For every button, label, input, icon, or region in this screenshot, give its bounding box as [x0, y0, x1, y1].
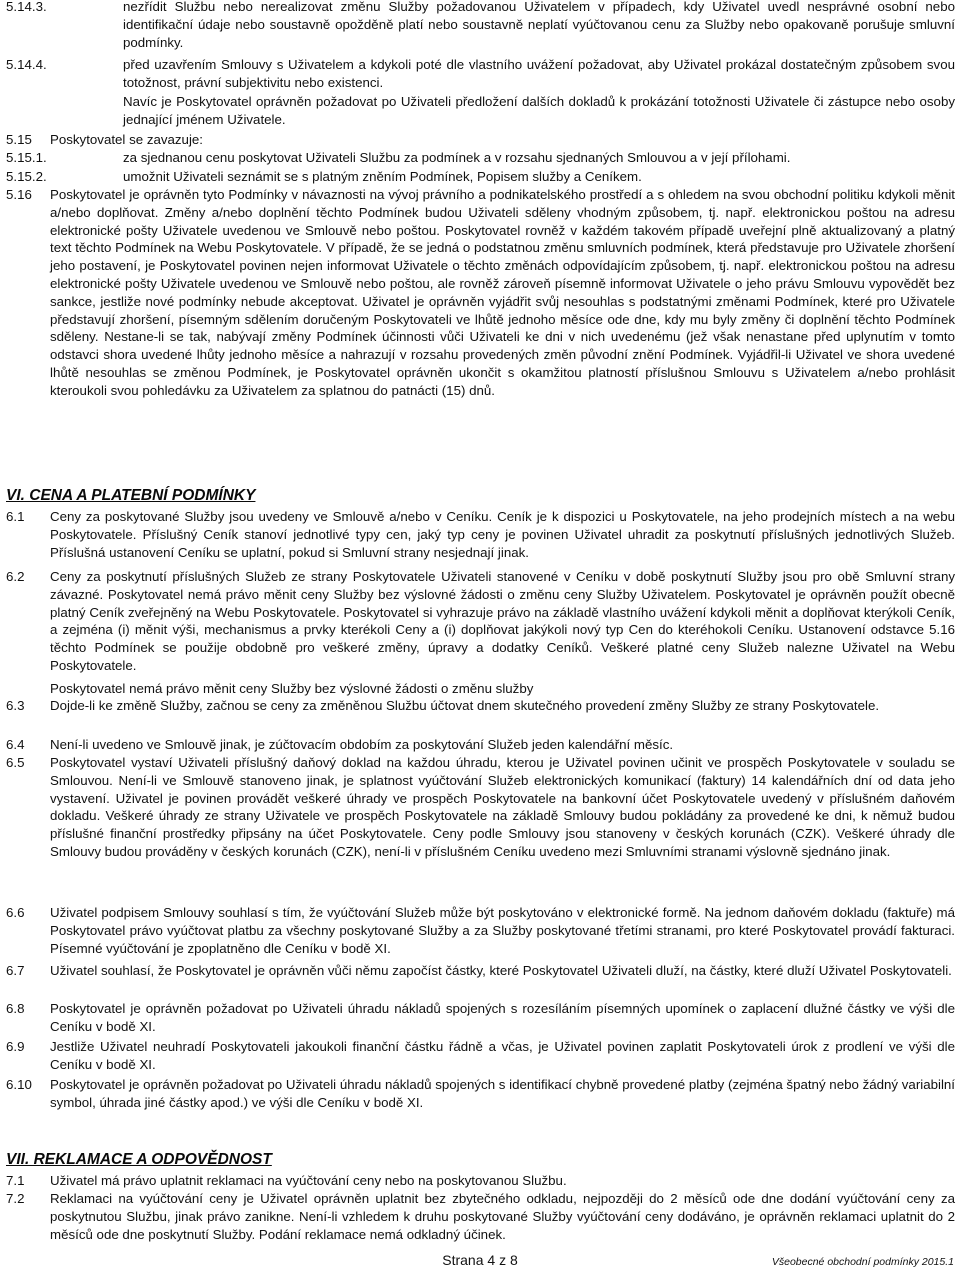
clause-number: 7.2: [6, 1191, 25, 1206]
clause-text: Poskytovatel je oprávněn požadovat po Uživateli úhradu nákladů spojených s rozesíláním písemných upomínek o zaplacení dlužné částky ve výši dle Ceníku v bodě XI.: [50, 1001, 955, 1034]
clause-number: 6.4: [6, 737, 25, 752]
clause-number: 5.14.3.: [6, 0, 47, 14]
clause-7-2: [6, 1190, 955, 1243]
clause-text: Poskytovatel je oprávněn tyto Podmínky v návaznosti na vývoj právního a podnikatelského prostředí a s ohledem na svou obchodní politiku kdykoli měnit a/nebo doplňovat. Změny a/nebo doplnění těchto Podmínek budou Uživateli sděleny vhodným způsobem, tj. např. elektronickou poštou na adresu elektronické pošty Uživatele uvedenou ve Smlouvě nebo poštou. Poskytovatel rovněž v každém takovém případě uveřejní plně aktualizovaný a platný text těchto Podmínek na Webu Poskytovatele. V případě, že se jedná o podstatnou změnu smluvních podmínek, která představuje pro Uživatele zhoršení jeho postavení, je Poskytovatel povinen nejen informovat Uživatele o těchto změnách odpovídajícím způsobem, tj. např. elektronickou poštou na adresu elektronické pošty Uživatele uvedenou ve Smlouvě nebo poštou, ale rovněž zároveň písemně informovat Uživatele o jeho právu Smlouvu vypovědět bez sankce, jestliže nové podmínky nebude akceptovat. Uživatel je oprávněn vyjádřit svůj nesouhlas s podstatnými změnami Podmínek, které pro Uživatele představují zhoršení, písemným sdělením doručeným Poskytovateli ve lhůtě jednoho měsíce ode dne, kdy mu byly změny či doplnění těchto Podmínek sděleny. Nestane-li se tak, nabývají změny Podmínek účinnosti vůči Uživateli ke dni v nich uvedenému (jež však nenastane před uplynutím v tomto odstavci shora uvedené lhůty jednoho měsíce a nahrazují v rozsahu provedených změn původní znění Podmínek. Vyjádřil-li Uživatel ve shora uvedené lhůtě nesouhlas se změnou Podmínek, je Poskytovatel oprávněn ukončit s okamžitou platností příslušnou Smlouvu s Uživatelem a/nebo prohlásit kteroukoli svou pohledávku za Uživatelem za splatnou do patnácti (15) dnů.: [50, 187, 955, 398]
clause-number: 5.15: [6, 132, 32, 147]
clause-5-16: [6, 186, 955, 400]
clause-number: 5.15.1.: [6, 150, 47, 165]
clause-number: 6.10: [6, 1077, 32, 1092]
clause-text: Uživatel podpisem Smlouvy souhlasí s tím, že vyúčtování Služeb může být poskytováno v elektronické formě. Na jednom daňovém dokladu (faktuře) má Poskytovatel právo vyúčtovat platbu za všechny poskytované Služby a za Služby poskytované třetími stranami, pro které Poskytovatel provádí fakturaci. Písemné vyúčtování je zpoplatněno dle Ceníku v bodě XI.: [50, 905, 955, 956]
clause-5-14-4: [6, 56, 955, 92]
clause-text: Uživatel souhlasí, že Poskytovatel je oprávněn vůči němu započíst částky, které Poskytovatel Uživateli dluží, na částky, které dluží Uživatel Poskytovateli.: [50, 963, 952, 978]
clause-text: za sjednanou cenu poskytovat Uživateli Službu za podmínek a v rozsahu sjednaných Smlouvou a v její přílohami.: [123, 150, 791, 165]
clause-text: umožnit Uživateli seznámit se s platným zněním Podmínek, Popisem služby a Ceníkem.: [123, 169, 642, 184]
clause-5-15-2: [6, 168, 955, 186]
clause-number: 7.1: [6, 1173, 25, 1188]
clause-7-1: [6, 1172, 955, 1190]
clause-number: 5.15.2.: [6, 169, 47, 184]
clause-number: 6.3: [6, 698, 25, 713]
clause-text: Ceny za poskytnutí příslušných Služeb ze strany Poskytovatele Uživateli stanovené v Ceníku v době poskytnutí Služby jsou pro obě Smluvní strany závazné. Poskytovatel nemá právo měnit ceny Služby bez výslovné žádosti o změnu ceny Služby Uživatelem. Poskytovatel je oprávněn použít obecně platný Ceník zveřejněný na Webu Poskytovatele. Poskytovatel si vyhrazuje právo na základě vlastního uvážení kdykoli měnit a doplňovat kterýkoli Ceník, a zejména (i) měnit výši, mechanismus a prvky kterékoli Ceny a (i) doplňovat jakýkoli nový typ Cen do kteréhokoli Ceníku. Ustanovení odstavce 5.16 těchto Podmínek se použije obdobně pro veškeré změny, úpravy a dodatky Ceníků. Veškeré platné ceny Služeb nalezne Uživatel na Webu Poskytovatele.: [50, 569, 955, 673]
clause-6-7: [6, 962, 955, 980]
clause-text: Jestliže Uživatel neuhradí Poskytovateli jakoukoli finanční částku řádně a včas, je Uživatel povinen zaplatit Poskytovateli úrok z prodlení ve výši dle Ceníku v bodě XI.: [50, 1039, 955, 1072]
page-number: Strana 4 z 8: [442, 1252, 518, 1268]
clause-text: Poskytovatel je oprávněn požadovat po Uživateli úhradu nákladů spojených s identifikací chybně provedené platby (zejména špatný nebo žádný variabilní symbol, úhrada jiné částky apod.) ve výši dle Ceníku v bodě XI.: [50, 1077, 955, 1110]
section-heading-vii: VII. REKLAMACE A ODPOVĚDNOST: [6, 1151, 272, 1168]
clause-6-9: [6, 1038, 955, 1074]
clause-text: Poskytovatel vystaví Uživateli příslušný daňový doklad na každou úhradu, kterou je Uživatel povinen učinit ve prospěch Poskytovatele v souladu se Smlouvou. Není-li ve Smlouvě stanoveno jinak, je splatnost vyúčtování Služeb elektronických komunikací (faktury) 14 kalendářních dní od data jeho vystavení. Uživatel je povinen provádět veškeré úhrady ve prospěch Poskytovatele na bankovní účet Poskytovatele uvedený v příslušném daňovém dokladu. Veškeré úhrady ze strany Uživatele ve prospěch Poskytovatele na základě Smlouvy budou pokládány za provedené ke dni, k němuž budou příslušné finanční prostředky připsány na účet Poskytovatele. Ceny podle Smlouvy jsou stanoveny v českých korunách (CZK). Veškeré úhrady dle Smlouvy budou prováděny v českých korunách (CZK), není-li v příslušném Ceníku uvedeno mezi Smluvními stranami výslovně sjednáno jinak.: [50, 755, 955, 859]
clause-6-8: [6, 1000, 955, 1036]
clause-5-14-3: [6, 0, 955, 51]
clause-number: 6.2: [6, 569, 25, 584]
clause-6-5: [6, 754, 955, 861]
clause-number: 6.5: [6, 755, 25, 770]
clause-6-6: [6, 904, 955, 957]
clause-number: 6.6: [6, 905, 25, 920]
clause-6-4: [6, 736, 955, 754]
clause-text: Navíc je Poskytovatel oprávněn požadovat po Uživateli předložení dalších dokladů k prokázání totožnosti Uživatele či zástupce nebo osoby jednající jménem Uživatele.: [123, 94, 955, 127]
clause-number: 5.14.4.: [6, 57, 47, 72]
clause-5-15: [6, 131, 955, 149]
clause-number: 6.9: [6, 1039, 25, 1054]
clause-6-10: [6, 1076, 955, 1112]
clause-number: 5.16: [6, 187, 32, 202]
clause-6-2-continuation: [6, 680, 955, 698]
clause-5-14-4-continuation: [6, 93, 955, 129]
clause-text: Poskytovatel nemá právo měnit ceny Služby bez výslovné žádosti o změnu služby: [50, 681, 534, 696]
clause-text: Poskytovatel se zavazuje:: [50, 132, 203, 147]
clause-text: Dojde-li ke změně Služby, začnou se ceny za změněnou Službu účtovat dnem skutečného provedení změny Služby ze strany Poskytovatele.: [50, 698, 880, 713]
clause-text: Reklamaci na vyúčtování ceny je Uživatel oprávněn uplatnit bez zbytečného odkladu, nejpozději do 2 měsíců ode dne dodání vyúčtování ceny za poskytnutou Službu, jinak právo zanikne. Není-li vzhledem k druhu poskytované Služby vyúčtování ceny dodáváno, je oprávněn reklamaci uplatnit do 2 měsíců ode dne poskytnutí Služby. Podání reklamace nemá odkladný účinek.: [50, 1191, 955, 1242]
clause-6-1: [6, 508, 955, 561]
clause-6-3: [6, 697, 955, 715]
clause-5-15-1: [6, 149, 955, 167]
section-heading-vi: VI. CENA A PLATEBNÍ PODMÍNKY: [6, 487, 256, 504]
clause-text: nezřídit Službu nebo nerealizovat změnu Služby požadovanou Uživatelem v případech, kdy Uživatel uvedl nesprávné osobní nebo identifikační údaje nebo soustavně opožděně platí nebo soustavně neplatí vyúčtovanou cenu za Služby nebo opakovaně porušuje smluvní podmínky.: [123, 0, 955, 50]
clause-text: před uzavřením Smlouvy s Uživatelem a kdykoli poté dle vlastního uvážení požadovat, aby Uživatel prokázal dostatečným způsobem svou totožnost, právní subjektivitu nebo existenci.: [123, 57, 955, 90]
clause-6-2: [6, 568, 955, 675]
clause-text: Uživatel má právo uplatnit reklamaci na vyúčtování ceny nebo na poskytovanou Službu.: [50, 1173, 567, 1188]
clause-number: 6.8: [6, 1001, 25, 1016]
clause-text: Není-li uvedeno ve Smlouvě jinak, je zúčtovacím obdobím za poskytování Služeb jeden kalendářní měsíc.: [50, 737, 674, 752]
clause-text: Ceny za poskytované Služby jsou uvedeny ve Smlouvě a/nebo v Ceníku. Ceník je k dispozici u Poskytovatele, na jeho prodejních místech a na webu Poskytovatele. Příslušný Ceník stanoví jednotlivé typy cen, jaký typ ceny je povinen Uživatel uhradit za poskytnutí příslušných jednotlivých Služeb. Příslušná ustanovení Ceníku se uplatní, pokud si Smluvní strany nesjednají jinak.: [50, 509, 955, 560]
clause-number: 6.1: [6, 509, 25, 524]
clause-number: 6.7: [6, 963, 25, 978]
document-footer-title: Všeobecné obchodní podmínky 2015.1: [771, 1256, 954, 1268]
